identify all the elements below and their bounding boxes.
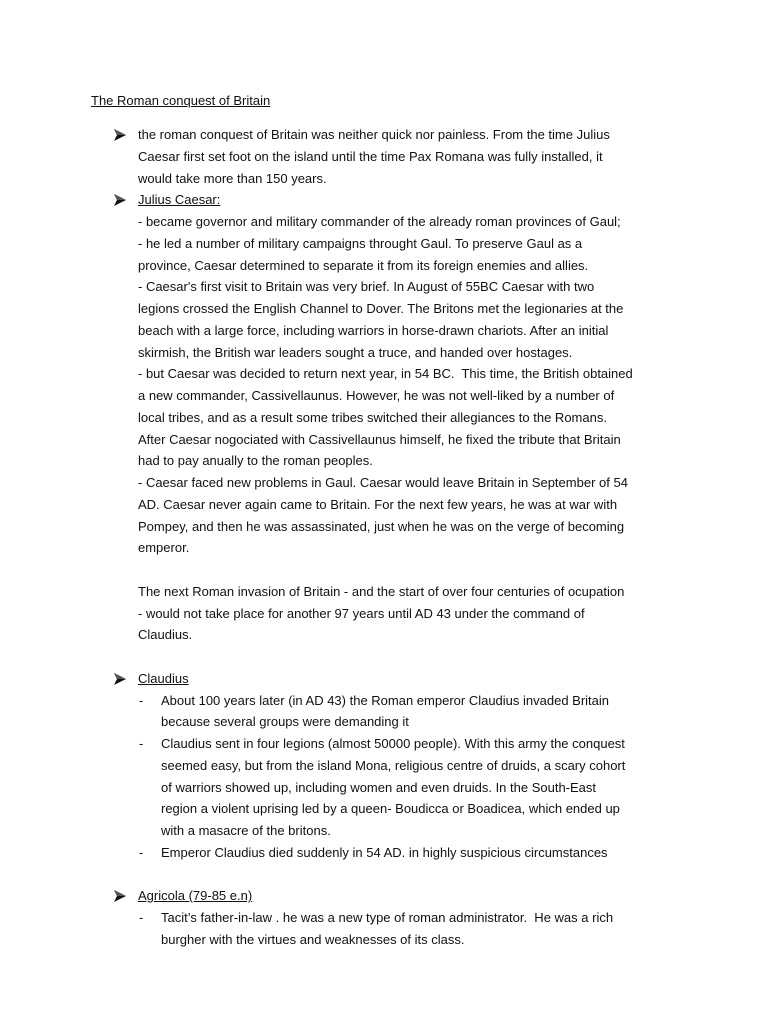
text-line: beach with a large force, including warriors in horse-drawn chariots. After an initial <box>138 322 609 338</box>
text-line: - Caesar's first visit to Britain was very brief. In August of 55BC Caesar with two <box>138 279 595 295</box>
list-item <box>0 842 768 864</box>
text-line: province, Caesar determined to separate it from its foreign enemies and allies. <box>138 257 589 273</box>
text-line: AD. Caesar never again came to Britain. For the next few years, he was at war with <box>138 496 618 512</box>
text-line: - he led a number of military campaigns throught Gaul. To preserve Gaul as a <box>138 235 583 251</box>
text-line: had to pay anually to the roman peoples. <box>138 453 373 469</box>
text-line: Caesar first set foot on the island until the time Pax Romana was fully installed, it <box>138 148 603 164</box>
blank-line <box>0 864 768 886</box>
arrowhead-bullet-icon <box>114 194 126 206</box>
text-line: with a masacre of the britons. <box>161 823 331 838</box>
text-line: seemed easy, but from the island Mona, religious centre of druids, a scary cohort <box>161 757 626 773</box>
dash-marker: - <box>139 692 144 708</box>
dash-marker: - <box>139 910 144 925</box>
text-line: Pompey, and then he was assassinated, just when he was on the verge of becoming <box>138 518 625 534</box>
text-line: skirmish, the British war leaders sought a truce, and handed over hostages. <box>138 344 573 360</box>
text-line: the roman conquest of Britain was neither quick nor painless. From the time Julius <box>138 127 610 142</box>
section-heading-julius-caesar: Julius Caesar: <box>138 192 221 208</box>
text-line: Tacit’s father-in-law . he was a new type of roman administrator. He was a rich <box>161 910 614 925</box>
list-item <box>0 907 768 951</box>
text-line: would take more than 150 years. <box>138 170 327 186</box>
list-item <box>0 690 768 734</box>
text-line: The next Roman invasion of Britain - and the start of over four centuries of ocupation <box>138 583 625 599</box>
text-line: - would not take place for another 97 years until AD 43 under the command of <box>138 605 585 621</box>
bullet-agricola <box>0 885 768 907</box>
text-line: local tribes, and as a result some tribes switched their allegiances to the Romans. <box>138 409 607 425</box>
text-line: About 100 years later (in AD 43) the Roman emperor Claudius invaded Britain <box>161 692 610 708</box>
text-line: - Caesar faced new problems in Gaul. Caesar would leave Britain in September of 54 <box>138 475 628 490</box>
document-body <box>0 124 768 951</box>
text-line: After Caesar nogociated with Cassivellaunus himself, he fixed the tribute that Britain <box>138 431 621 447</box>
text-line: a new commander, Cassivellaunus. However, he was not well-liked by a number of <box>138 388 615 403</box>
text-line: Claudius. <box>138 627 193 643</box>
text-line: Claudius sent in four legions (almost 50000 people). With this army the conquest <box>161 736 625 751</box>
text-line: - became governor and military commander of the already roman provinces of Gaul; <box>138 214 621 229</box>
bullet-claudius <box>0 668 768 690</box>
bullet-intro <box>0 124 768 189</box>
text-line: emperor. <box>138 540 190 556</box>
text-line: Emperor Claudius died suddenly in 54 AD. in highly suspicious circumstances <box>161 844 608 860</box>
section-heading-claudius: Claudius <box>138 670 189 686</box>
text-line: legions crossed the English Channel to Dover. The Britons met the legionaries at the <box>138 301 624 316</box>
text-line: of warriors showed up, including women and even druids. In the South-East <box>161 779 597 795</box>
text-line: - but Caesar was decided to return next year, in 54 BC. This time, the British obtained <box>138 366 633 382</box>
blank-line <box>138 559 768 581</box>
blank-line <box>0 646 768 668</box>
dash-marker: - <box>139 844 144 860</box>
dash-marker: - <box>139 736 144 751</box>
text-line: because several groups were demanding it <box>161 714 409 730</box>
text-line: region a violent uprising led by a queen- Boudicca or Boadicea, which ended up <box>161 801 620 817</box>
list-item <box>0 733 768 842</box>
section-heading-agricola: Agricola (79-85 e.n) <box>138 888 253 904</box>
arrowhead-bullet-icon <box>114 673 126 685</box>
arrowhead-bullet-icon <box>114 129 126 141</box>
text-line: burgher with the virtues and weaknesses of its class. <box>161 931 465 947</box>
arrowhead-bullet-icon <box>114 890 126 902</box>
bullet-julius-caesar <box>0 189 768 646</box>
document-title: The Roman conquest of Britain <box>91 93 271 108</box>
